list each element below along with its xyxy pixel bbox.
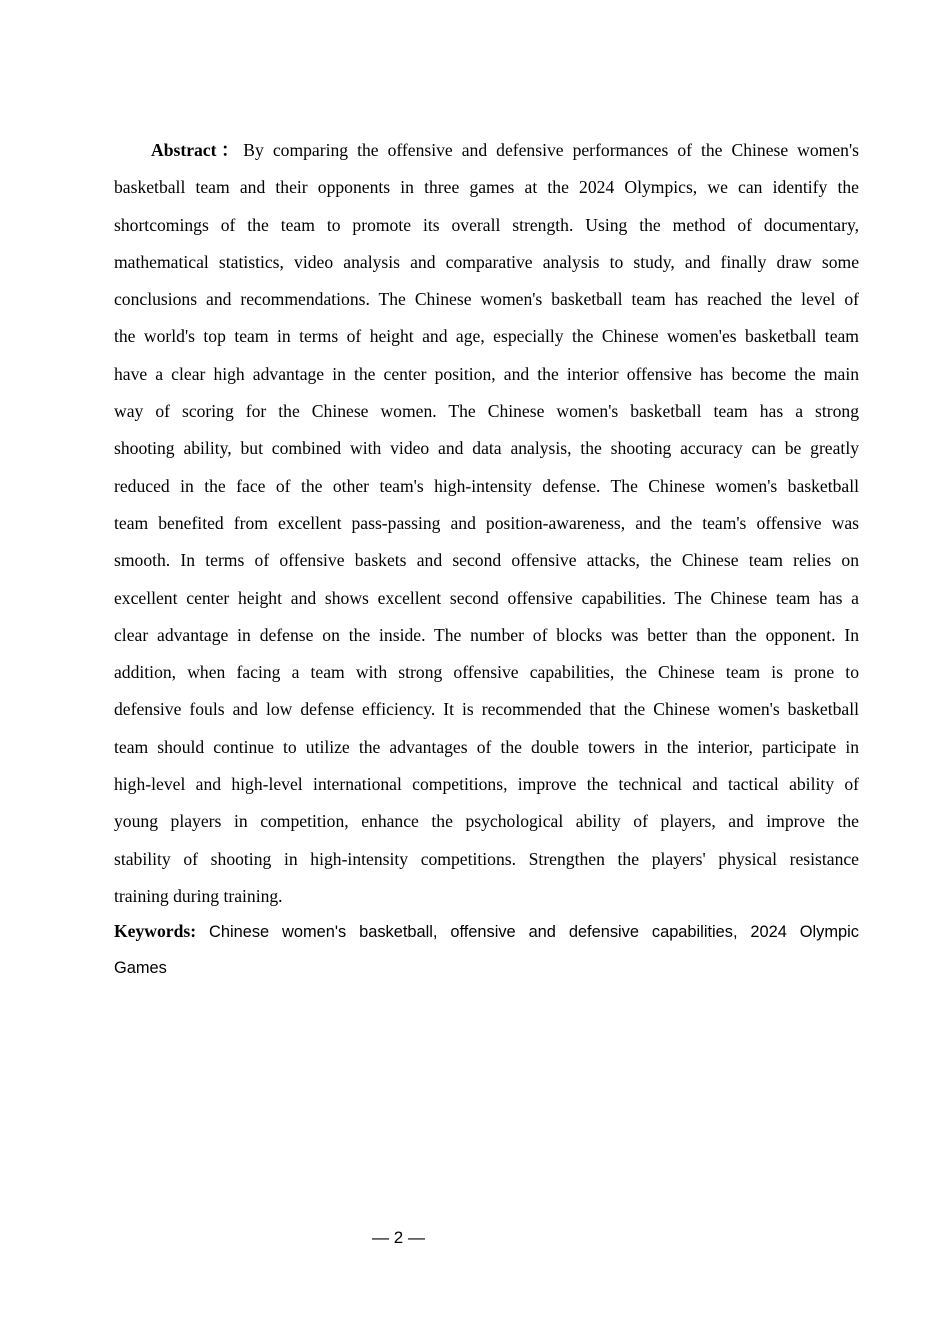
abstract-line: young players in competition, enhance the psychological ability of players, and improve the bbox=[114, 811, 859, 832]
abstract-paragraph bbox=[114, 137, 859, 920]
abstract-line: addition, when facing a team with strong offensive capabilities, the Chinese team is prone to bbox=[114, 662, 859, 683]
abstract-line: excellent center height and shows excellent second offensive capabilities. The Chinese team has a bbox=[114, 587, 859, 608]
abstract-label: Abstract： bbox=[151, 140, 244, 160]
keywords-paragraph bbox=[114, 918, 859, 993]
abstract-line: team benefited from excellent pass-passing and position-awareness, and the team's offensive was bbox=[114, 512, 859, 533]
page-number: — 2 — bbox=[372, 1228, 425, 1247]
abstract-line: conclusions and recommendations. The Chinese women's basketball team has reached the level of bbox=[114, 289, 859, 310]
abstract-line: way of scoring for the Chinese women. The Chinese women's basketball team has a strong bbox=[114, 401, 859, 422]
abstract-line: clear advantage in defense on the inside. The number of blocks was better than the opponent. In bbox=[114, 624, 859, 645]
abstract-line: stability of shooting in high-intensity competitions. Strengthen the players' physical resistance bbox=[114, 848, 859, 869]
keywords-line bbox=[114, 918, 859, 955]
abstract-line: Abstract：By comparing the offensive and defensive performances of the Chinese women's bbox=[151, 140, 859, 160]
keywords-line: Games bbox=[114, 959, 167, 978]
abstract-line: mathematical statistics, video analysis and comparative analysis to study, and finally draw some bbox=[114, 251, 859, 272]
keywords-label: Keywords: bbox=[114, 921, 197, 941]
abstract-line: the world's top team in terms of height and age, especially the Chinese women'es basketball team bbox=[114, 326, 859, 347]
abstract-line: basketball team and their opponents in three games at the 2024 Olympics, we can identify the bbox=[114, 177, 859, 198]
abstract-line: shortcomings of the team to promote its overall strength. Using the method of documentary, bbox=[114, 214, 859, 235]
abstract-line: shooting ability, but combined with video and data analysis, the shooting accuracy can be greatly bbox=[114, 438, 859, 459]
abstract-line: reduced in the face of the other team's high-intensity defense. The Chinese women's basketball bbox=[114, 475, 859, 496]
abstract-line: training during training. bbox=[114, 885, 283, 906]
abstract-line: have a clear high advantage in the center position, and the interior offensive has become the main bbox=[114, 363, 859, 384]
abstract-line: high-level and high-level international competitions, improve the technical and tactical ability of bbox=[114, 774, 859, 795]
keywords-text: Chinese women's basketball, offensive and defensive capabilities, 2024 Olympic bbox=[209, 923, 859, 941]
abstract-line: smooth. In terms of offensive baskets and second offensive attacks, the Chinese team relies on bbox=[114, 550, 859, 571]
abstract-line: defensive fouls and low defense efficiency. It is recommended that the Chinese women's basketball bbox=[114, 699, 859, 720]
abstract-line: team should continue to utilize the advantages of the double towers in the interior, participate in bbox=[114, 736, 859, 757]
